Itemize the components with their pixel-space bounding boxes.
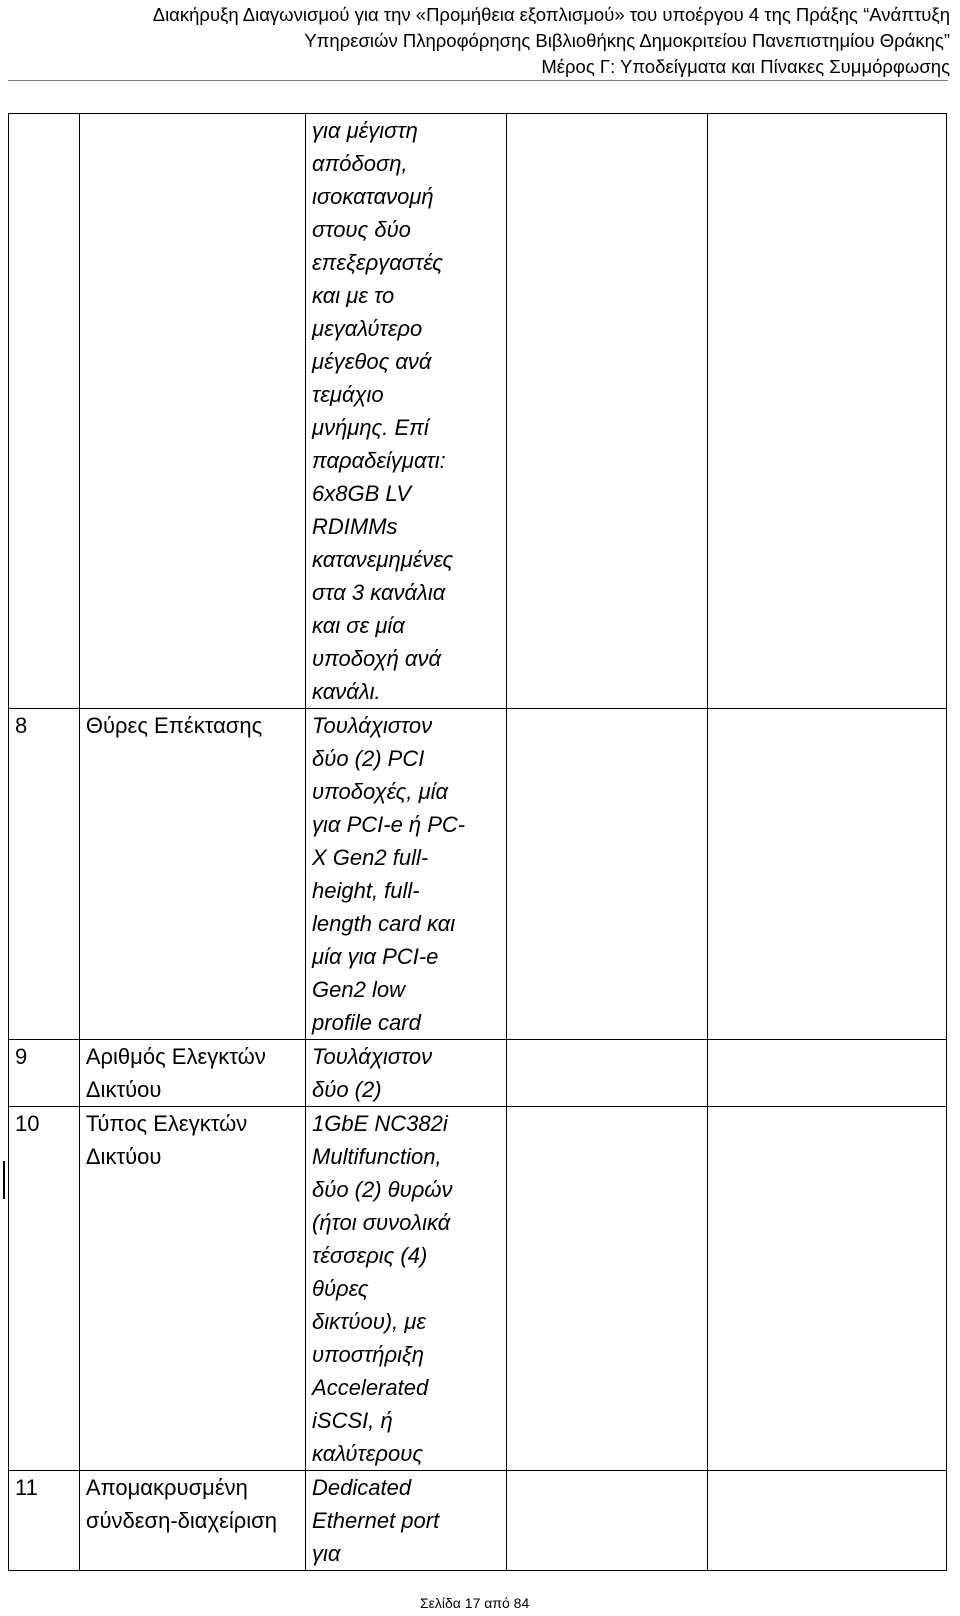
response-cell bbox=[507, 1471, 708, 1571]
reference-cell bbox=[708, 709, 947, 1040]
compliance-table bbox=[8, 113, 947, 1571]
document-header bbox=[153, 2, 950, 80]
header-line-1: Διακήρυξη Διαγωνισμού για την «Προμήθεια εξοπλισμού» του υποέργου 4 της Πράξης “Ανάπτυξη bbox=[152, 4, 950, 25]
header-divider bbox=[8, 80, 948, 81]
requirement-cell: Τουλάχιστον δύο (2) PCI υποδοχές, μία για PCI-e ή PC- X Gen2 full- height, full- length card και μία για PCI-e Gen2 low profile card bbox=[306, 709, 507, 1040]
row-number: 11 bbox=[9, 1471, 80, 1571]
header-line-3: Μέρος Γ: Υποδείγματα και Πίνακες Συμμόρφωσης bbox=[541, 56, 950, 77]
page-number: Σελίδα 17 από 84 bbox=[420, 1595, 530, 1611]
feature-cell: Αριθμός Ελεγκτών Δικτύου bbox=[79, 1040, 305, 1107]
row-number: 10 bbox=[9, 1107, 80, 1471]
reference-cell bbox=[708, 1471, 947, 1571]
change-bar bbox=[3, 1161, 5, 1199]
reference-cell bbox=[708, 114, 947, 709]
feature-cell: Θύρες Επέκτασης bbox=[79, 709, 305, 1040]
requirement-cell: Τουλάχιστον δύο (2) bbox=[306, 1040, 507, 1107]
requirement-cell: Dedicated Ethernet port για bbox=[306, 1471, 507, 1571]
response-cell bbox=[507, 114, 708, 709]
row-number: 8 bbox=[9, 709, 80, 1040]
header-line-2: Υπηρεσιών Πληροφόρησης Βιβλιοθήκης Δημοκριτείου Πανεπιστημίου Θράκης” bbox=[304, 30, 950, 51]
row-number: 9 bbox=[9, 1040, 80, 1107]
reference-cell bbox=[708, 1107, 947, 1471]
feature-cell: Απομακρυσμένη σύνδεση-διαχείριση bbox=[79, 1471, 305, 1571]
feature-cell: Τύπος Ελεγκτών Δικτύου bbox=[79, 1107, 305, 1471]
response-cell bbox=[507, 709, 708, 1040]
reference-cell bbox=[708, 1040, 947, 1107]
table-row bbox=[9, 1471, 947, 1571]
table-row bbox=[9, 114, 947, 709]
response-cell bbox=[507, 1107, 708, 1471]
requirement-cell: 1GbE NC382i Multifunction, δύο (2) θυρών (ήτοι συνολικά τέσσερις (4) θύρες δικτύου), με υποστήριξη Accelerated iSCSI, ή καλύτερους bbox=[306, 1107, 507, 1471]
requirement-cell: για μέγιστη απόδοση, ισοκατανομή στους δύο επεξεργαστές και με το μεγαλύτερο μέγεθος ανά τεμάχιο μνήμης. Επί παραδείγματι: 6x8GB LV RDIMMs κατανεμημένες στα 3 κανάλια και σε μία υποδοχή ανά κανάλι. bbox=[306, 114, 507, 709]
table-row bbox=[9, 1040, 947, 1107]
row-number bbox=[9, 114, 80, 709]
feature-cell bbox=[79, 114, 305, 709]
response-cell bbox=[507, 1040, 708, 1107]
table-row bbox=[9, 1107, 947, 1471]
table-row bbox=[9, 709, 947, 1040]
